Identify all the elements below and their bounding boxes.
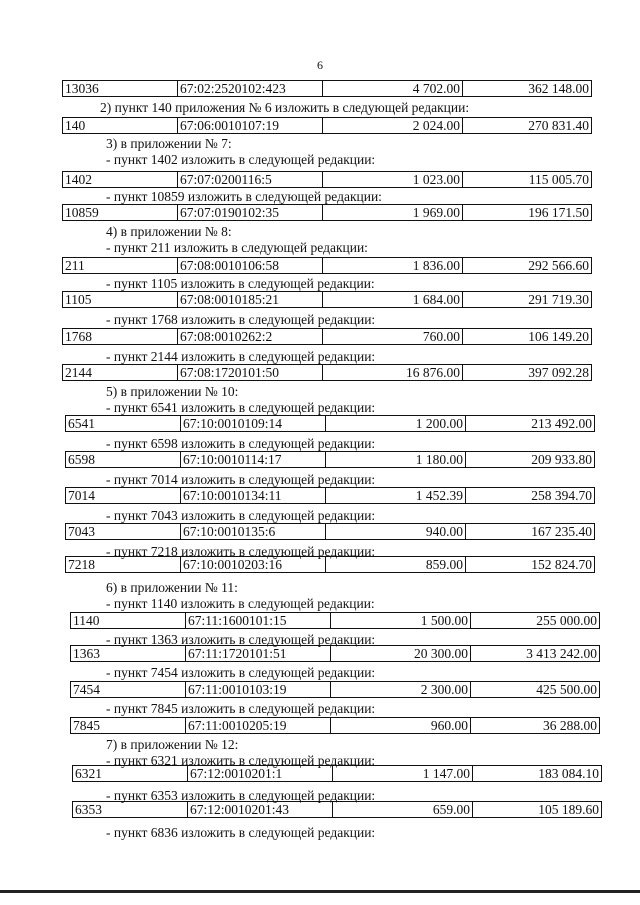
cadastral-number-cell: 67:02:2520102:423 bbox=[178, 81, 323, 96]
value-cell: 425 500.00 bbox=[536, 682, 597, 697]
area-cell: 940.00 bbox=[326, 524, 466, 539]
paragraph-line: - пункт 6541 изложить в следующей редакции: bbox=[106, 400, 376, 415]
row-number-cell: 13036 bbox=[63, 81, 178, 96]
value-cell: 209 933.80 bbox=[531, 452, 592, 467]
table-row bbox=[62, 291, 592, 308]
paragraph-line: - пункт 1768 изложить в следующей редакции: bbox=[106, 312, 376, 327]
cadastral-number-cell: 67:11:0010205:19 bbox=[186, 718, 331, 733]
cadastral-number-cell: 67:12:0010201:1 bbox=[188, 766, 333, 781]
value-cell: 362 148.00 bbox=[528, 81, 589, 96]
area-cell: 1 500.00 bbox=[331, 613, 471, 628]
cadastral-number-cell: 67:07:0200116:5 bbox=[178, 172, 323, 187]
paragraph-line: - пункт 1105 изложить в следующей редакции: bbox=[106, 276, 375, 291]
paragraph-line: - пункт 7043 изложить в следующей редакции: bbox=[106, 508, 376, 523]
paragraph-line: - пункт 6353 изложить в следующей редакции: bbox=[106, 788, 376, 803]
table-row bbox=[65, 523, 595, 540]
row-number-cell: 7845 bbox=[71, 718, 186, 733]
value-cell: 213 492.00 bbox=[531, 416, 592, 431]
cadastral-number-cell: 67:06:0010107:19 bbox=[178, 118, 323, 133]
area-cell: 2 024.00 bbox=[323, 118, 463, 133]
cadastral-number-cell: 67:08:1720101:50 bbox=[178, 365, 323, 380]
cadastral-number-cell: 67:11:0010103:19 bbox=[186, 682, 331, 697]
paragraph-line: 6) в приложении № 11: bbox=[106, 580, 238, 595]
value-cell: 115 005.70 bbox=[528, 172, 589, 187]
area-cell: 16 876.00 bbox=[323, 365, 463, 380]
cadastral-number-cell: 67:10:0010203:16 bbox=[181, 557, 326, 572]
table-row bbox=[62, 364, 592, 381]
table-row bbox=[62, 80, 592, 97]
value-cell: 106 149.20 bbox=[528, 329, 589, 344]
row-number-cell: 1402 bbox=[63, 172, 178, 187]
row-number-cell: 1768 bbox=[63, 329, 178, 344]
row-number-cell: 7218 bbox=[66, 557, 181, 572]
row-number-cell: 6598 bbox=[66, 452, 181, 467]
row-number-cell: 140 bbox=[63, 118, 178, 133]
area-cell: 760.00 bbox=[323, 329, 463, 344]
paragraph-line: - пункт 7845 изложить в следующей редакции: bbox=[106, 701, 376, 716]
row-number-cell: 1363 bbox=[71, 646, 186, 661]
cadastral-number-cell: 67:08:0010262:2 bbox=[178, 329, 323, 344]
table-row bbox=[70, 612, 600, 629]
area-cell: 1 836.00 bbox=[323, 258, 463, 273]
value-cell: 291 719.30 bbox=[528, 292, 589, 307]
paragraph-line: - пункт 7218 изложить в следующей редакции: bbox=[106, 544, 376, 559]
paragraph-line: - пункт 1363 изложить в следующей редакции: bbox=[106, 632, 376, 647]
cadastral-number-cell: 67:10:0010134:11 bbox=[181, 488, 326, 503]
table-row bbox=[62, 257, 592, 274]
paragraph-line: 5) в приложении № 10: bbox=[106, 384, 239, 399]
table-row bbox=[70, 717, 600, 734]
area-cell: 4 702.00 bbox=[323, 81, 463, 96]
row-number-cell: 6541 bbox=[66, 416, 181, 431]
value-cell: 397 092.28 bbox=[528, 365, 589, 380]
table-row bbox=[62, 328, 592, 345]
paragraph-line: - пункт 6321 изложить в следующей редакции: bbox=[106, 753, 376, 768]
paragraph-line: 7) в приложении № 12: bbox=[106, 737, 239, 752]
cadastral-number-cell: 67:10:0010135:6 bbox=[181, 524, 326, 539]
area-cell: 1 180.00 bbox=[326, 452, 466, 467]
cadastral-number-cell: 67:08:0010106:58 bbox=[178, 258, 323, 273]
value-cell: 105 189.60 bbox=[538, 802, 599, 817]
row-number-cell: 7454 bbox=[71, 682, 186, 697]
area-cell: 1 147.00 bbox=[333, 766, 473, 781]
paragraph-line: - пункт 6598 изложить в следующей редакции: bbox=[106, 436, 376, 451]
paragraph-line: - пункт 7014 изложить в следующей редакции: bbox=[106, 472, 376, 487]
value-cell: 167 235.40 bbox=[531, 524, 592, 539]
paragraph-line: 2) пункт 140 приложения № 6 изложить в следующей редакции: bbox=[100, 100, 470, 115]
row-number-cell: 10859 bbox=[63, 205, 178, 220]
table-row bbox=[70, 645, 600, 662]
row-number-cell: 6353 bbox=[73, 802, 188, 817]
paragraph-line: - пункт 1402 изложить в следующей редакции: bbox=[106, 152, 376, 167]
row-number-cell: 1105 bbox=[63, 292, 178, 307]
row-number-cell: 6321 bbox=[73, 766, 188, 781]
cadastral-number-cell: 67:11:1600101:15 bbox=[186, 613, 331, 628]
paragraph-line: 4) в приложении № 8: bbox=[106, 224, 232, 239]
page-number: 6 bbox=[317, 58, 323, 72]
area-cell: 1 452.39 bbox=[326, 488, 466, 503]
value-cell: 183 084.10 bbox=[538, 766, 599, 781]
value-cell: 255 000.00 bbox=[536, 613, 597, 628]
row-number-cell: 7014 bbox=[66, 488, 181, 503]
row-number-cell: 7043 bbox=[66, 524, 181, 539]
table-row bbox=[65, 451, 595, 468]
paragraph-line: - пункт 211 изложить в следующей редакции: bbox=[106, 240, 368, 255]
paragraph-line: - пункт 10859 изложить в следующей редакции: bbox=[106, 189, 382, 204]
row-number-cell: 2144 bbox=[63, 365, 178, 380]
table-row bbox=[62, 117, 592, 134]
area-cell: 2 300.00 bbox=[331, 682, 471, 697]
area-cell: 20 300.00 bbox=[331, 646, 471, 661]
table-row bbox=[62, 171, 592, 188]
value-cell: 36 288.00 bbox=[543, 718, 597, 733]
table-row bbox=[72, 765, 602, 782]
area-cell: 859.00 bbox=[326, 557, 466, 572]
value-cell: 196 171.50 bbox=[528, 205, 589, 220]
row-number-cell: 211 bbox=[63, 258, 178, 273]
area-cell: 1 023.00 bbox=[323, 172, 463, 187]
area-cell: 960.00 bbox=[331, 718, 471, 733]
value-cell: 292 566.60 bbox=[528, 258, 589, 273]
table-row bbox=[70, 681, 600, 698]
paragraph-line: 3) в приложении № 7: bbox=[106, 136, 232, 151]
table-row bbox=[65, 556, 595, 573]
value-cell: 258 394.70 bbox=[531, 488, 592, 503]
area-cell: 659.00 bbox=[333, 802, 473, 817]
table-row bbox=[62, 204, 592, 221]
cadastral-number-cell: 67:07:0190102:35 bbox=[178, 205, 323, 220]
cadastral-number-cell: 67:11:1720101:51 bbox=[186, 646, 331, 661]
area-cell: 1 200.00 bbox=[326, 416, 466, 431]
cadastral-number-cell: 67:10:0010114:17 bbox=[181, 452, 326, 467]
value-cell: 270 831.40 bbox=[528, 118, 589, 133]
paragraph-line: - пункт 6836 изложить в следующей редакции: bbox=[106, 825, 376, 840]
table-row bbox=[72, 801, 602, 818]
table-row bbox=[65, 415, 595, 432]
bottom-rule bbox=[0, 890, 640, 893]
cadastral-number-cell: 67:08:0010185:21 bbox=[178, 292, 323, 307]
paragraph-line: - пункт 2144 изложить в следующей редакции: bbox=[106, 349, 376, 364]
paragraph-line: - пункт 7454 изложить в следующей редакции: bbox=[106, 665, 376, 680]
cadastral-number-cell: 67:10:0010109:14 bbox=[181, 416, 326, 431]
cadastral-number-cell: 67:12:0010201:43 bbox=[188, 802, 333, 817]
value-cell: 152 824.70 bbox=[531, 557, 592, 572]
paragraph-line: - пункт 1140 изложить в следующей редакции: bbox=[106, 596, 375, 611]
area-cell: 1 684.00 bbox=[323, 292, 463, 307]
value-cell: 3 413 242.00 bbox=[526, 646, 597, 661]
table-row bbox=[65, 487, 595, 504]
row-number-cell: 1140 bbox=[71, 613, 186, 628]
area-cell: 1 969.00 bbox=[323, 205, 463, 220]
